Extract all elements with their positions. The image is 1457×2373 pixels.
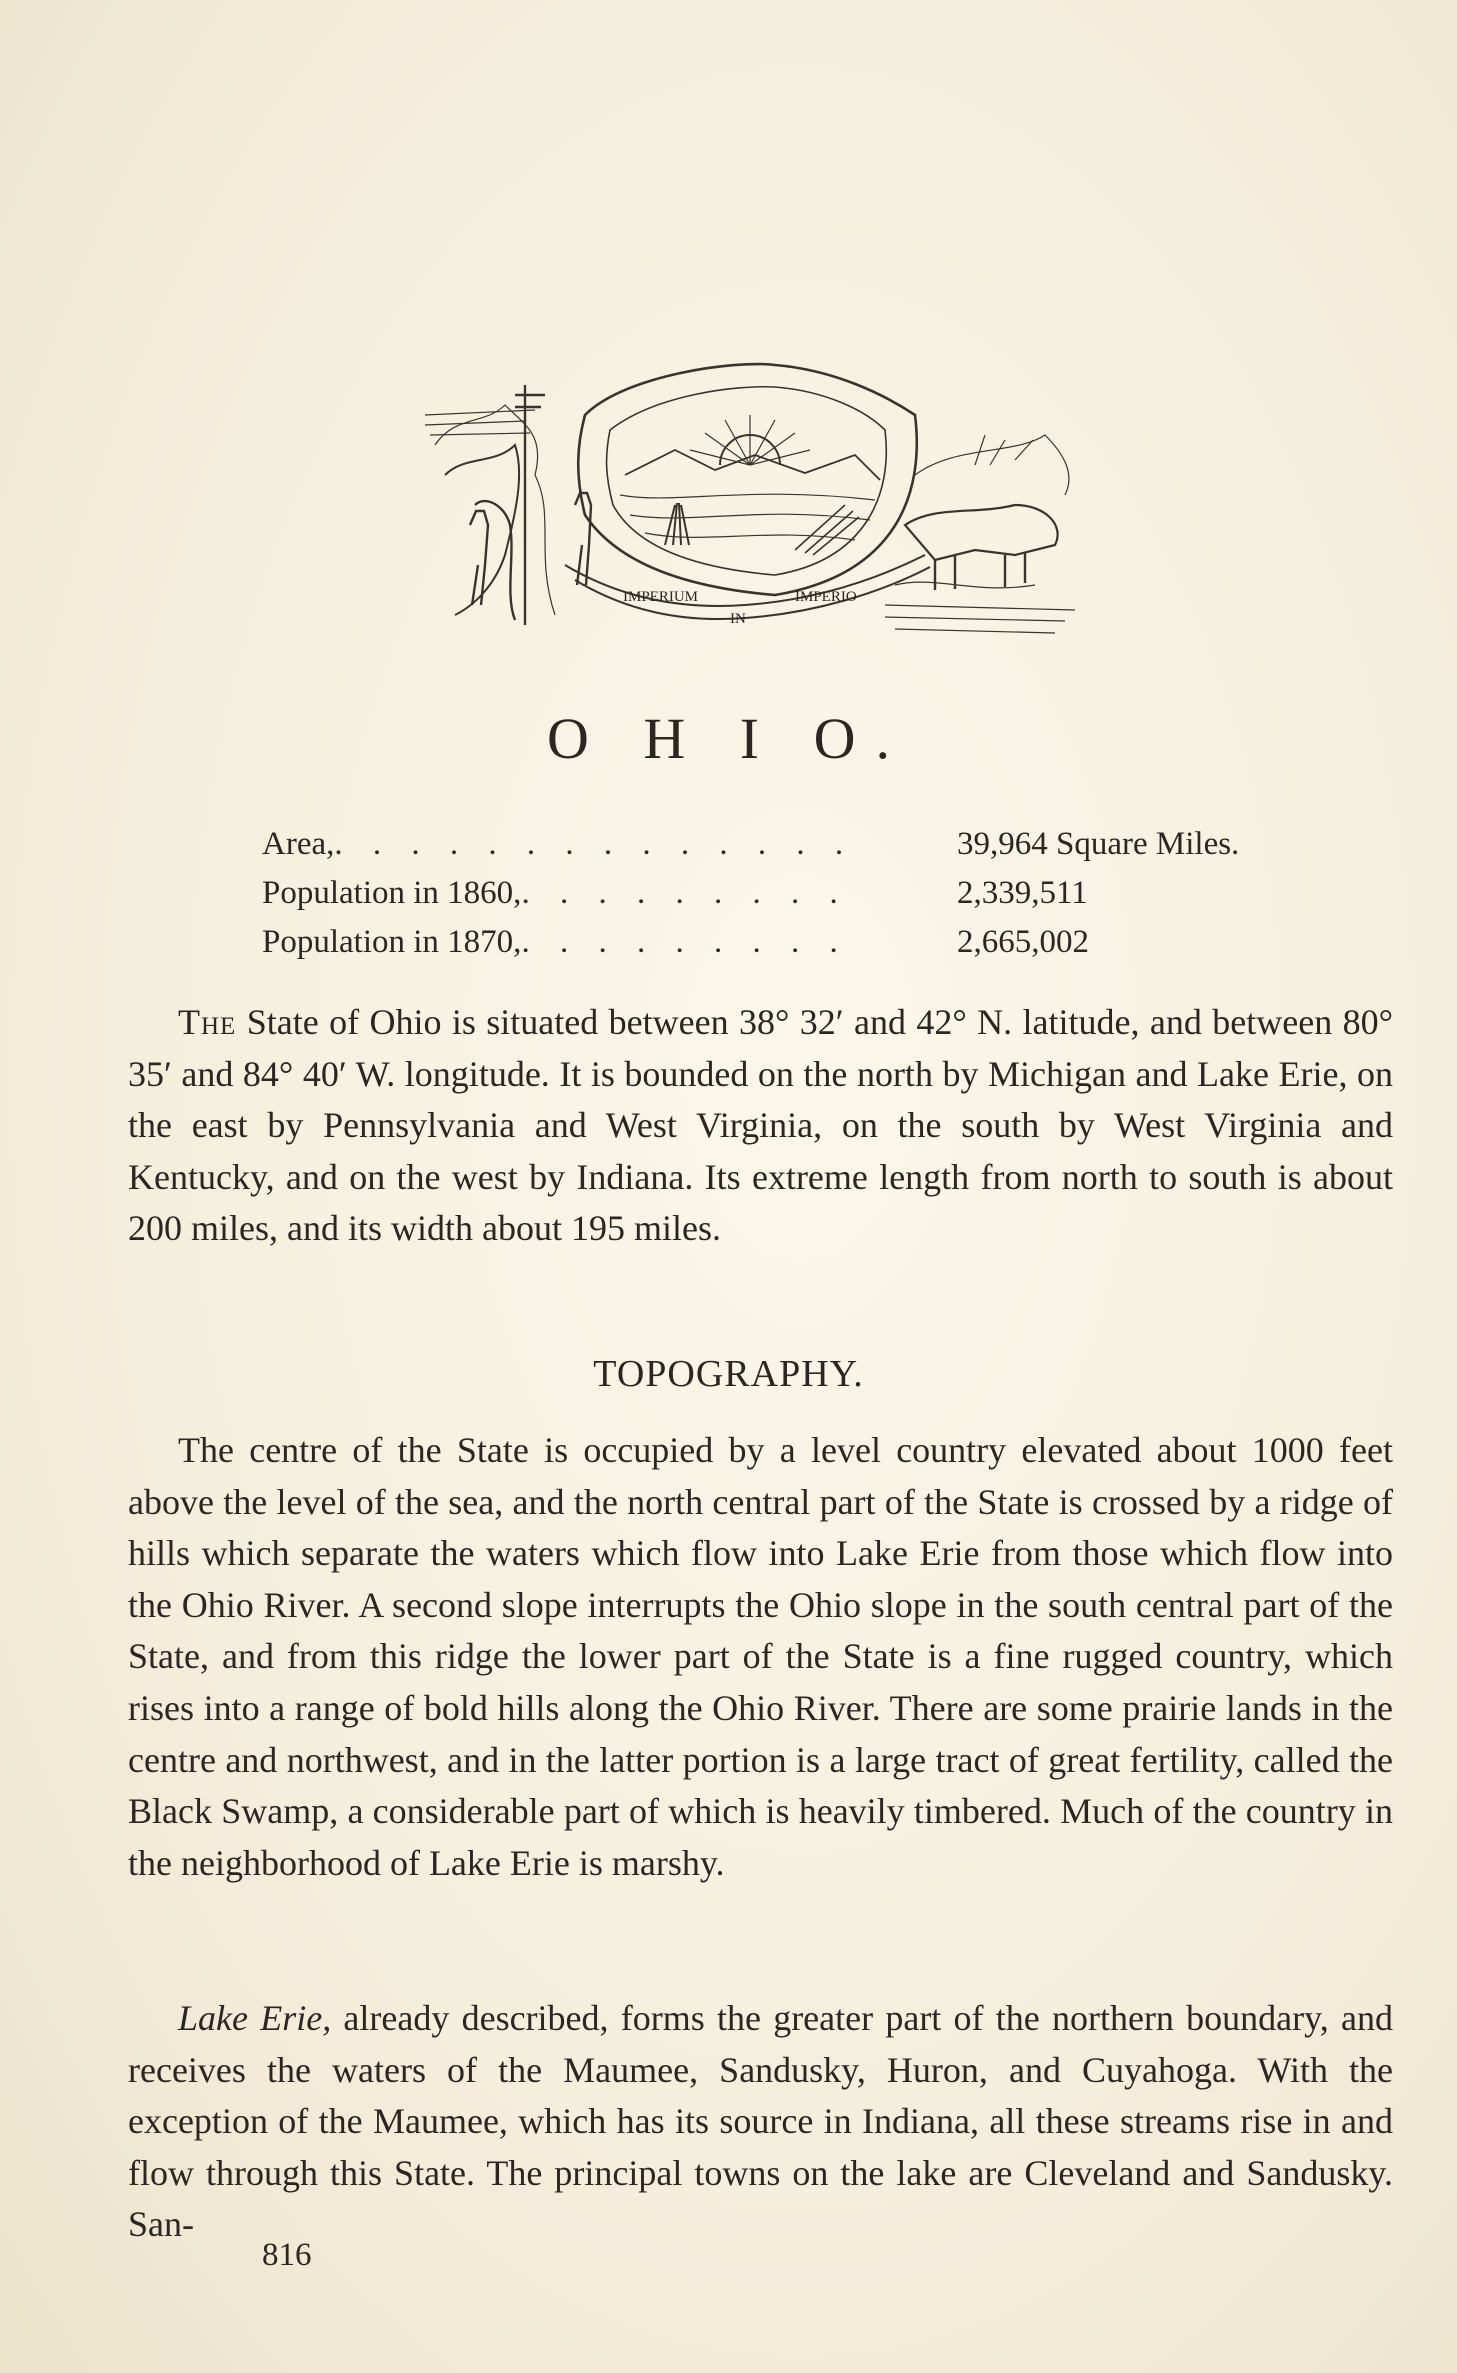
stat-row-population-1860 [262, 869, 1362, 918]
seal-motto-mid: IN [730, 611, 746, 627]
stat-row-area [262, 820, 1362, 869]
stat-value: 2,339,511 [957, 875, 1088, 911]
statistics-table [262, 820, 1362, 967]
stat-leader-dots: . . . . . . . . . . . . . . [334, 826, 855, 862]
stat-label: Area, [262, 826, 335, 862]
stat-leader-dots: . . . . . . . . . [521, 924, 849, 960]
lake-erie-paragraph [128, 1993, 1393, 2251]
ohio-seal-engraving [415, 355, 1085, 655]
stat-label: Population in 1870, [262, 924, 522, 960]
lake-erie-lead: Lake Erie, [178, 1998, 332, 2038]
state-title: O H I O. [547, 706, 910, 771]
intro-text: State of Ohio is situated between 38° 32′ and 42° N. latitude, and between 80° 35′ and 84° 40′ W. longitude. It is bounded on the north by Michigan and Lake Erie, on the east by Pennsylvania and West Virginia, on the south by West Virginia and Kentucky, and on the west by Indiana. Its extreme length from north to south is about 200 miles, and its width about 195 miles. [128, 1002, 1393, 1249]
intro-lead-word: The [178, 1002, 237, 1042]
seal-motto-right: IMPERIO [795, 589, 857, 605]
stat-row-population-1870 [262, 918, 1362, 967]
stat-label: Population in 1860, [262, 875, 522, 911]
stat-leader-dots: . . . . . . . . . [521, 875, 849, 911]
ohio-seal-vignette [415, 355, 1085, 655]
stat-value: 2,665,002 [957, 924, 1089, 960]
stat-value: 39,964 Square Miles. [957, 826, 1240, 862]
topography-paragraph: The centre of the State is occupied by a level country elevated about 1000 feet above the level of the sea, and the north central part of the State is crossed by a ridge of hills which separate the waters which flow into Lake Erie from those which flow into the Ohio River. A second slope interrupts the Ohio slope in the south central part of the State, and from this ridge the lower part of the State is a fine rugged country, which rises into a range of bold hills along the Ohio River. There are some prairie lands in the centre and northwest, and in the latter portion is a large tract of great fertility, called the Black Swamp, a considerable part of which is heavily timbered. Much of the country in the neighborhood of Lake Erie is marshy. [128, 1430, 1393, 1883]
seal-motto-left: IMPERIUM [623, 589, 699, 605]
lake-erie-text: already described, forms the greater part of the northern boundary, and receives the waters of the Maumee, Sandusky, Huron, and Cuyahoga. With the exception of the Maumee, which has its source in Indiana, all these streams rise in and flow through this State. The principal towns on the lake are Cleveland and Sandusky. San- [128, 1998, 1393, 2245]
page-number: 816 [262, 2237, 312, 2273]
section-heading-topography: TOPOGRAPHY. [593, 1353, 864, 1395]
intro-paragraph [128, 997, 1393, 1255]
